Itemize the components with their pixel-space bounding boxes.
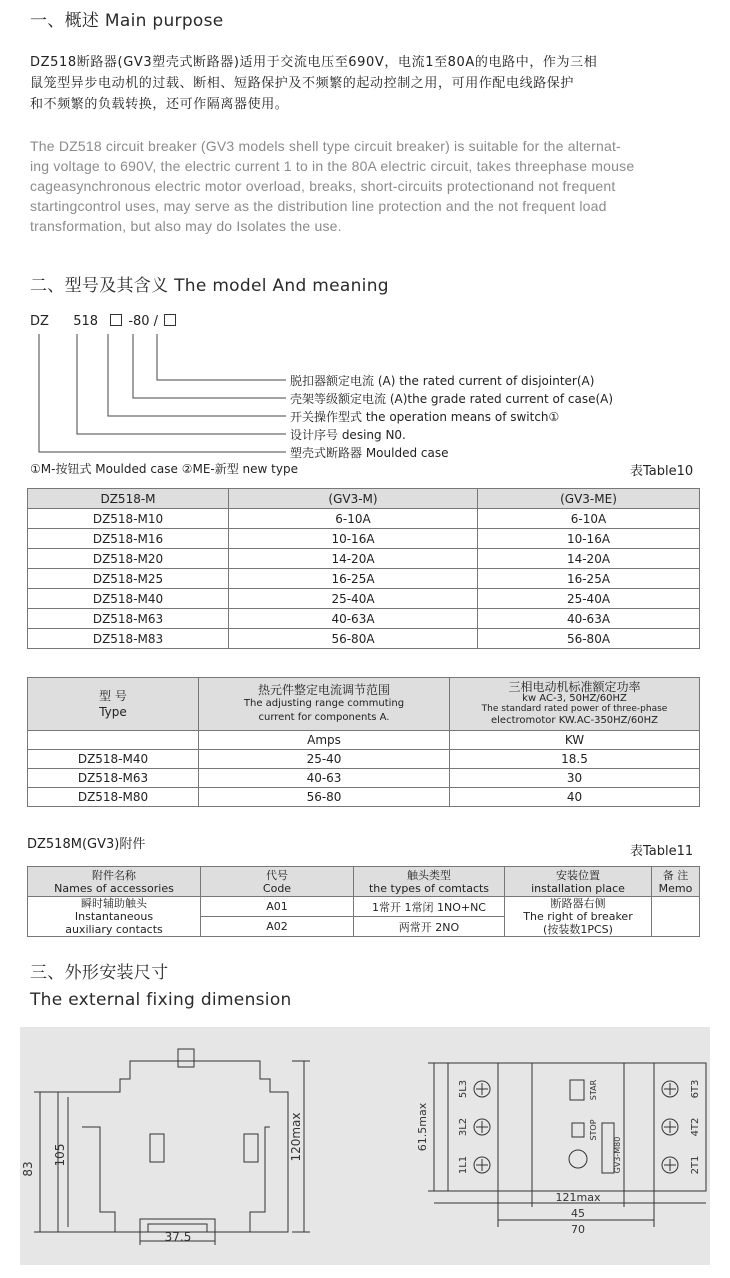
header-cn: 触头类型 [407,868,451,882]
header-en: the types of comtacts [368,881,490,895]
table-cell: DZ518-M63 [28,769,199,788]
dim-45-label: 45 [571,1207,585,1220]
cn-line: 鼠笼型异步电动机的过载、断相、短路保护及不频繁的起动控制之用，可用作配电线路保护 [30,76,575,91]
terminal-label: 3L2 [458,1117,469,1137]
legend-operation: 开关操作型式 the operation means of switch① [290,410,560,424]
star-label: STAR [589,1079,598,1101]
dim-61-label: 61.5max [416,1102,429,1152]
table-cell: DZ518-M16 [28,529,229,549]
terminal-label: 4T2 [690,1117,701,1137]
code-frame: -80 / [128,314,159,329]
terminal-label: 2T1 [690,1155,701,1175]
code-series: 518 [73,314,99,329]
acc-place-cell [505,897,652,937]
code-box-operation [110,314,122,326]
legend-release-current: 脱扣器额定电流 (A) the rated current of disjointer(A) [290,374,595,388]
header-en: installation place [531,881,625,895]
header-en: electromotor KW.AC-350HZ/60HZ [491,715,658,726]
table11 [27,866,700,937]
power-header-power [450,678,700,731]
power-table [27,677,700,807]
table-row [28,529,700,549]
code-leader-lines [0,330,300,460]
section1-cn-paragraph [30,52,720,115]
en-line: transformation, but also may do Isolates the use. [30,218,342,234]
header-en: Names of accessories [54,881,174,895]
header-cn: 附件名称 [92,868,136,882]
acc-contacts: 两常开 2NO [354,917,505,937]
table-cell: 6-10A [229,509,478,529]
header-cn: 型 号 [99,689,127,703]
en-line: The DZ518 circuit breaker (GV3 models shell type circuit breaker) is suitable for the alternat- [30,138,621,154]
acc-header-contacts [354,867,505,897]
table-cell: DZ518-M83 [28,629,229,649]
header-en: Type [99,705,127,719]
table-cell [28,731,199,750]
code-prefix: DZ [30,314,49,329]
acc-header-place [505,867,652,897]
acc-memo-cell [652,897,700,937]
en-line: ing voltage to 690V, the electric current 1 to in the 80A electric circuit, takes threephase mouse [30,158,635,174]
header-cn: 三相电动机标准额定功率 [508,680,641,694]
table-row [28,589,700,609]
table10-header: (GV3-M) [229,489,478,509]
acc-name-cell [28,897,201,937]
acc-name-en: auxiliary contacts [65,923,163,936]
table-cell: KW [450,731,700,750]
table-cell: 40-63 [199,769,450,788]
acc-place-en: The right of breaker [523,910,633,923]
legend-design-no: 设计序号 desing N0. [290,428,406,442]
table-cell: 56-80A [478,629,700,649]
table-cell: 25-40A [229,589,478,609]
table11-label: 表Table11 [630,844,694,859]
en-line: startingcontrol uses, may serve as the distribution line protection and the not frequent load [30,198,607,214]
table-cell: 10-16A [229,529,478,549]
code-box-current [164,314,176,326]
table-row [28,509,700,529]
model-code [30,314,178,329]
section1-title: 一、概述 Main purpose [30,11,224,31]
header-cn: 备 注 [662,868,689,882]
acc-header-name [28,867,201,897]
acc-code: A01 [201,897,354,917]
power-header-range [199,678,450,731]
header-cn: 代号 [266,868,288,882]
cn-line: 和不频繁的负载转换，还可作隔离器使用。 [30,97,289,112]
table10-label: 表Table10 [630,464,694,479]
section1-en-paragraph [30,136,730,236]
section3-subtitle: The external fixing dimension [30,990,292,1010]
acc-header-memo [652,867,700,897]
table-cell: 25-40A [478,589,700,609]
side-view-drawing [20,1027,340,1265]
legend-moulded-case: 塑壳式断路器 Moulded case [290,446,449,460]
section2-title: 二、型号及其含义 The model And meaning [30,276,389,296]
table-cell: 56-80A [229,629,478,649]
table-cell: 40 [450,788,700,807]
table10-header: DZ518-M [28,489,229,509]
model-label: GV3-M80 [613,1136,622,1174]
table-row [28,629,700,649]
header-en: The standard rated power of three-phase [481,704,668,714]
accessories-title: DZ518M(GV3)附件 [27,837,146,852]
acc-code: A02 [201,917,354,937]
front-view-drawing [400,1027,710,1265]
table-cell: 25-40 [199,750,450,769]
table-cell: 56-80 [199,788,450,807]
acc-place-cn: 断路器右侧 [550,897,606,910]
terminal-label: 1L1 [458,1155,469,1175]
table-cell: DZ518-M10 [28,509,229,529]
table10 [27,488,700,649]
table-cell: DZ518-M20 [28,549,229,569]
table-cell: DZ518-M25 [28,569,229,589]
table-cell: 18.5 [450,750,700,769]
table-cell: 16-25A [478,569,700,589]
table-cell: 14-20A [478,549,700,569]
acc-contacts: 1常开 1常闭 1NO+NC [354,897,505,917]
table-cell: DZ518-M40 [28,589,229,609]
table-cell: DZ518-M80 [28,788,199,807]
code-legend [290,372,613,462]
table-row [28,788,700,807]
table-cell: 16-25A [229,569,478,589]
table-cell: 30 [450,769,700,788]
table-row [28,549,700,569]
table-cell: 40-63A [478,609,700,629]
table-row [28,609,700,629]
dim-121-label: 121max [555,1191,601,1204]
en-line: cageasynchronous electric motor overload, breaks, short-circuits protectionand not frequent [30,178,616,194]
header-en: Code [262,881,292,895]
acc-name-cn: 瞬时辅助触头 [81,897,147,910]
table-row [28,769,700,788]
dim-83-label: 83 [21,1161,35,1177]
table-cell: 14-20A [229,549,478,569]
table-cell: 6-10A [478,509,700,529]
header-cn: 热元件整定电流调节范围 [257,683,390,697]
acc-name-en: Instantaneous [74,910,154,923]
header-en: current for components A. [258,712,390,723]
table-row [28,750,700,769]
table-cell: 10-16A [478,529,700,549]
header-en: kw AC-3, 50HZ/60HZ [522,693,627,704]
table-row [28,897,700,917]
terminal-label: 5L3 [458,1079,469,1099]
dim-37-label: 37.5 [164,1230,192,1244]
acc-header-code [201,867,354,897]
dim-70-label: 70 [571,1223,585,1236]
table-cell: 40-63A [229,609,478,629]
dim-120-label: 120max [289,1112,303,1162]
section3-title: 三、外形安装尺寸 [30,963,169,983]
power-header-type [28,678,199,731]
table-cell: DZ518-M63 [28,609,229,629]
cn-line: DZ518断路器(GV3塑壳式断路器)适用于交流电压至690V，电流1至80A的电路中，作为三相 [30,55,598,70]
table-cell: Amps [199,731,450,750]
stop-label: STOP [589,1119,598,1141]
table-row [28,569,700,589]
table10-header: (GV3-ME) [478,489,700,509]
header-en: Memo [658,881,693,895]
header-en: The adjusting range commuting [243,698,405,709]
acc-place-note: (按装数1PCS) [543,923,613,936]
legend-frame-current: 壳架等级额定电流 (A)the grade rated current of case(A) [290,392,614,406]
dim-105-label: 105 [53,1143,67,1167]
terminal-label: 6T3 [690,1079,701,1099]
header-cn: 安装位置 [556,868,600,882]
model-footnote: ①M-按钮式 Moulded case ②ME-新型 new type [30,462,298,476]
table-row [28,731,700,750]
table-cell: DZ518-M40 [28,750,199,769]
